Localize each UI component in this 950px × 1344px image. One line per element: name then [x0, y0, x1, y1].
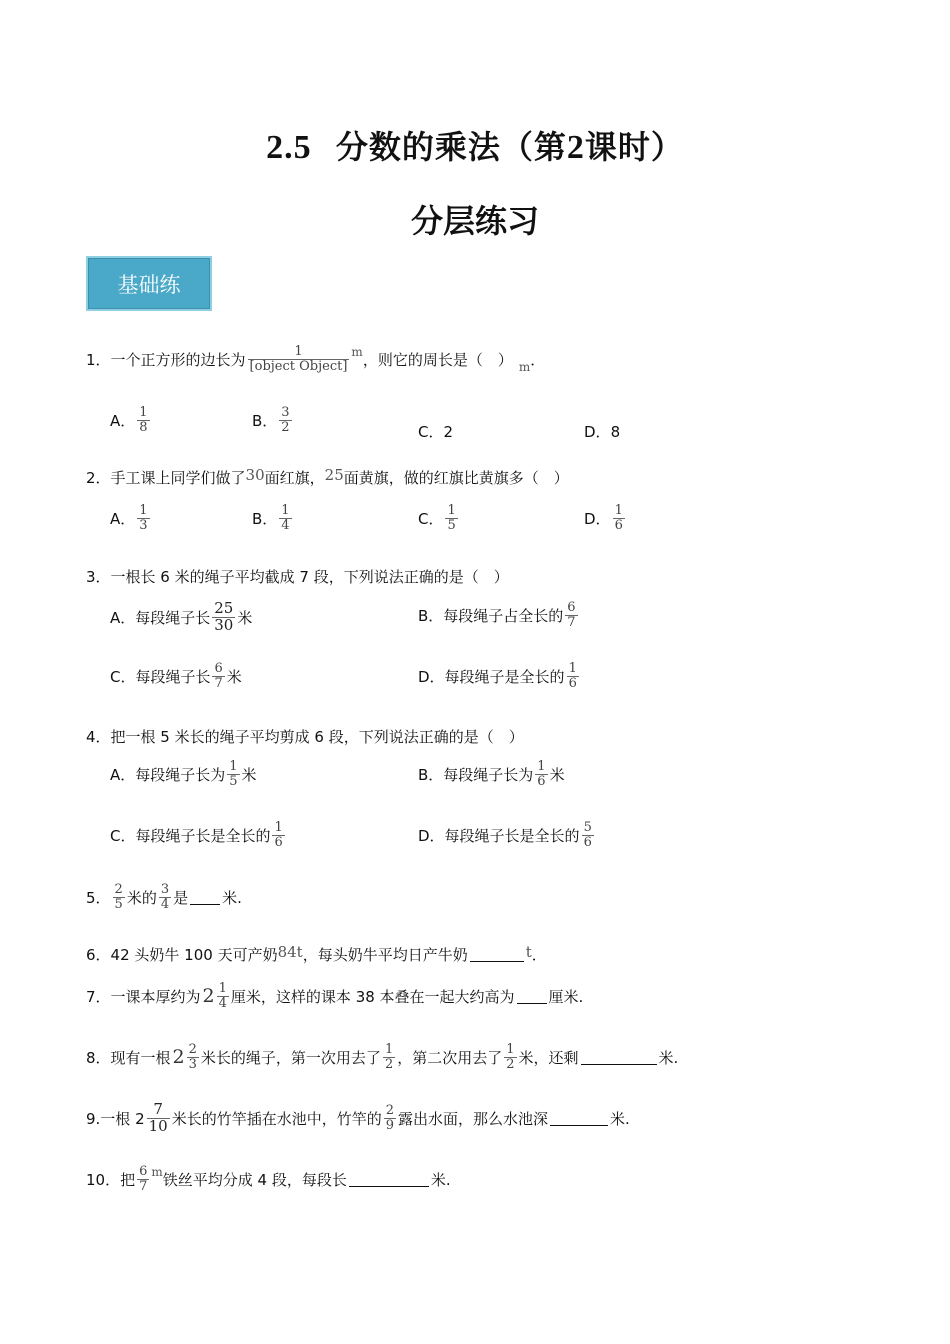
answer-blank[interactable]: [190, 890, 220, 905]
q2-option-b[interactable]: B． $\frac{1}{4}$: [252, 503, 290, 533]
question-5: 5． $\frac{2}{5}$ 米的 $\frac{3}{4}$ 是 米.: [86, 882, 242, 912]
q4-option-d[interactable]: D．每段绳子长是全长的 $\frac{5}{6}$: [418, 820, 592, 850]
answer-blank[interactable]: [517, 989, 547, 1004]
question-2: 2．手工课上同学们做了 30 面红旗， 25 面黄旗，做的红旗比黄旗多（ ）: [86, 465, 569, 487]
question-4: 4．把一根 5 米长的绳子平均剪成 6 段，下列说法正确的是（ ）: [86, 728, 524, 746]
q1-option-c[interactable]: C． 2: [418, 422, 454, 441]
q1-option-b[interactable]: B． $\frac{3}{2}$: [252, 405, 290, 435]
q1-option-a[interactable]: A． $\frac{1}{8}$: [110, 405, 148, 435]
q4-option-b[interactable]: B．每段绳子长为 $\frac{1}{6}$ 米: [418, 759, 565, 789]
question-6: 6．42 头奶牛 100 天可产奶 84t ，每头奶牛平均日产牛奶 t ．: [86, 942, 547, 964]
answer-blank[interactable]: [349, 1172, 429, 1187]
answer-blank[interactable]: [550, 1111, 608, 1126]
q3-option-b[interactable]: B．每段绳子占全长的 $\frac{6}{7}$: [418, 600, 576, 630]
q3-option-a[interactable]: A．每段绳子长 $\frac{25}{30}$ 米: [110, 599, 253, 634]
page-subtitle: 分层练习: [410, 202, 539, 240]
question-1: 1．一个正方形的边长为 $\frac{1}{\text{[object Object]}}$ m ，则它的周长是（ ） m ．: [86, 344, 546, 375]
q3-option-c[interactable]: C．每段绳子长 $\frac{6}{7}$ 米: [110, 661, 242, 691]
q3-option-d[interactable]: D．每段绳子是全长的 $\frac{1}{6}$: [418, 661, 577, 691]
page-title: 2.5 分数的乘法（第2课时）: [266, 128, 684, 166]
answer-blank[interactable]: [470, 947, 524, 962]
question-3: 3．一根长 6 米的绳子平均截成 7 段，下列说法正确的是（ ）: [86, 568, 509, 586]
q2-option-c[interactable]: C． $\frac{1}{5}$: [418, 503, 456, 533]
section-tag: 基础练: [86, 256, 212, 311]
q2-option-a[interactable]: A． $\frac{1}{3}$: [110, 503, 148, 533]
q4-option-c[interactable]: C．每段绳子长是全长的 $\frac{1}{6}$: [110, 820, 283, 850]
question-10: 10．把 $\frac{6}{7}$ m 铁丝平均分成 4 段，每段长 米.: [86, 1164, 451, 1194]
question-7: 7．一课本厚约为 2 $\frac{1}{4}$ 厘米，这样的课本 38 本叠在一起大约高为 厘米.: [86, 981, 584, 1011]
q4-option-a[interactable]: A．每段绳子长为 $\frac{1}{5}$ 米: [110, 759, 257, 789]
fraction: $\frac{1}{\text{[object Object]}}$: [249, 344, 348, 374]
answer-blank[interactable]: [581, 1050, 657, 1065]
q2-option-d[interactable]: D． $\frac{1}{6}$: [584, 503, 623, 533]
question-8: 8．现有一根 2 $\frac{2}{3}$ 米长的绳子，第一次用去了 $\frac{1}{2}$ ，第二次用去了 $\frac{1}{2}$ 米，还剩 米.: [86, 1042, 679, 1072]
question-9: 9.一根 2 $\frac{7}{10}$ 米长的竹竿插在水池中，竹竿的 $\frac{2}{9}$ 露出水面，那么水池深 米.: [86, 1100, 630, 1135]
q1-option-d[interactable]: D． 8: [584, 422, 621, 441]
